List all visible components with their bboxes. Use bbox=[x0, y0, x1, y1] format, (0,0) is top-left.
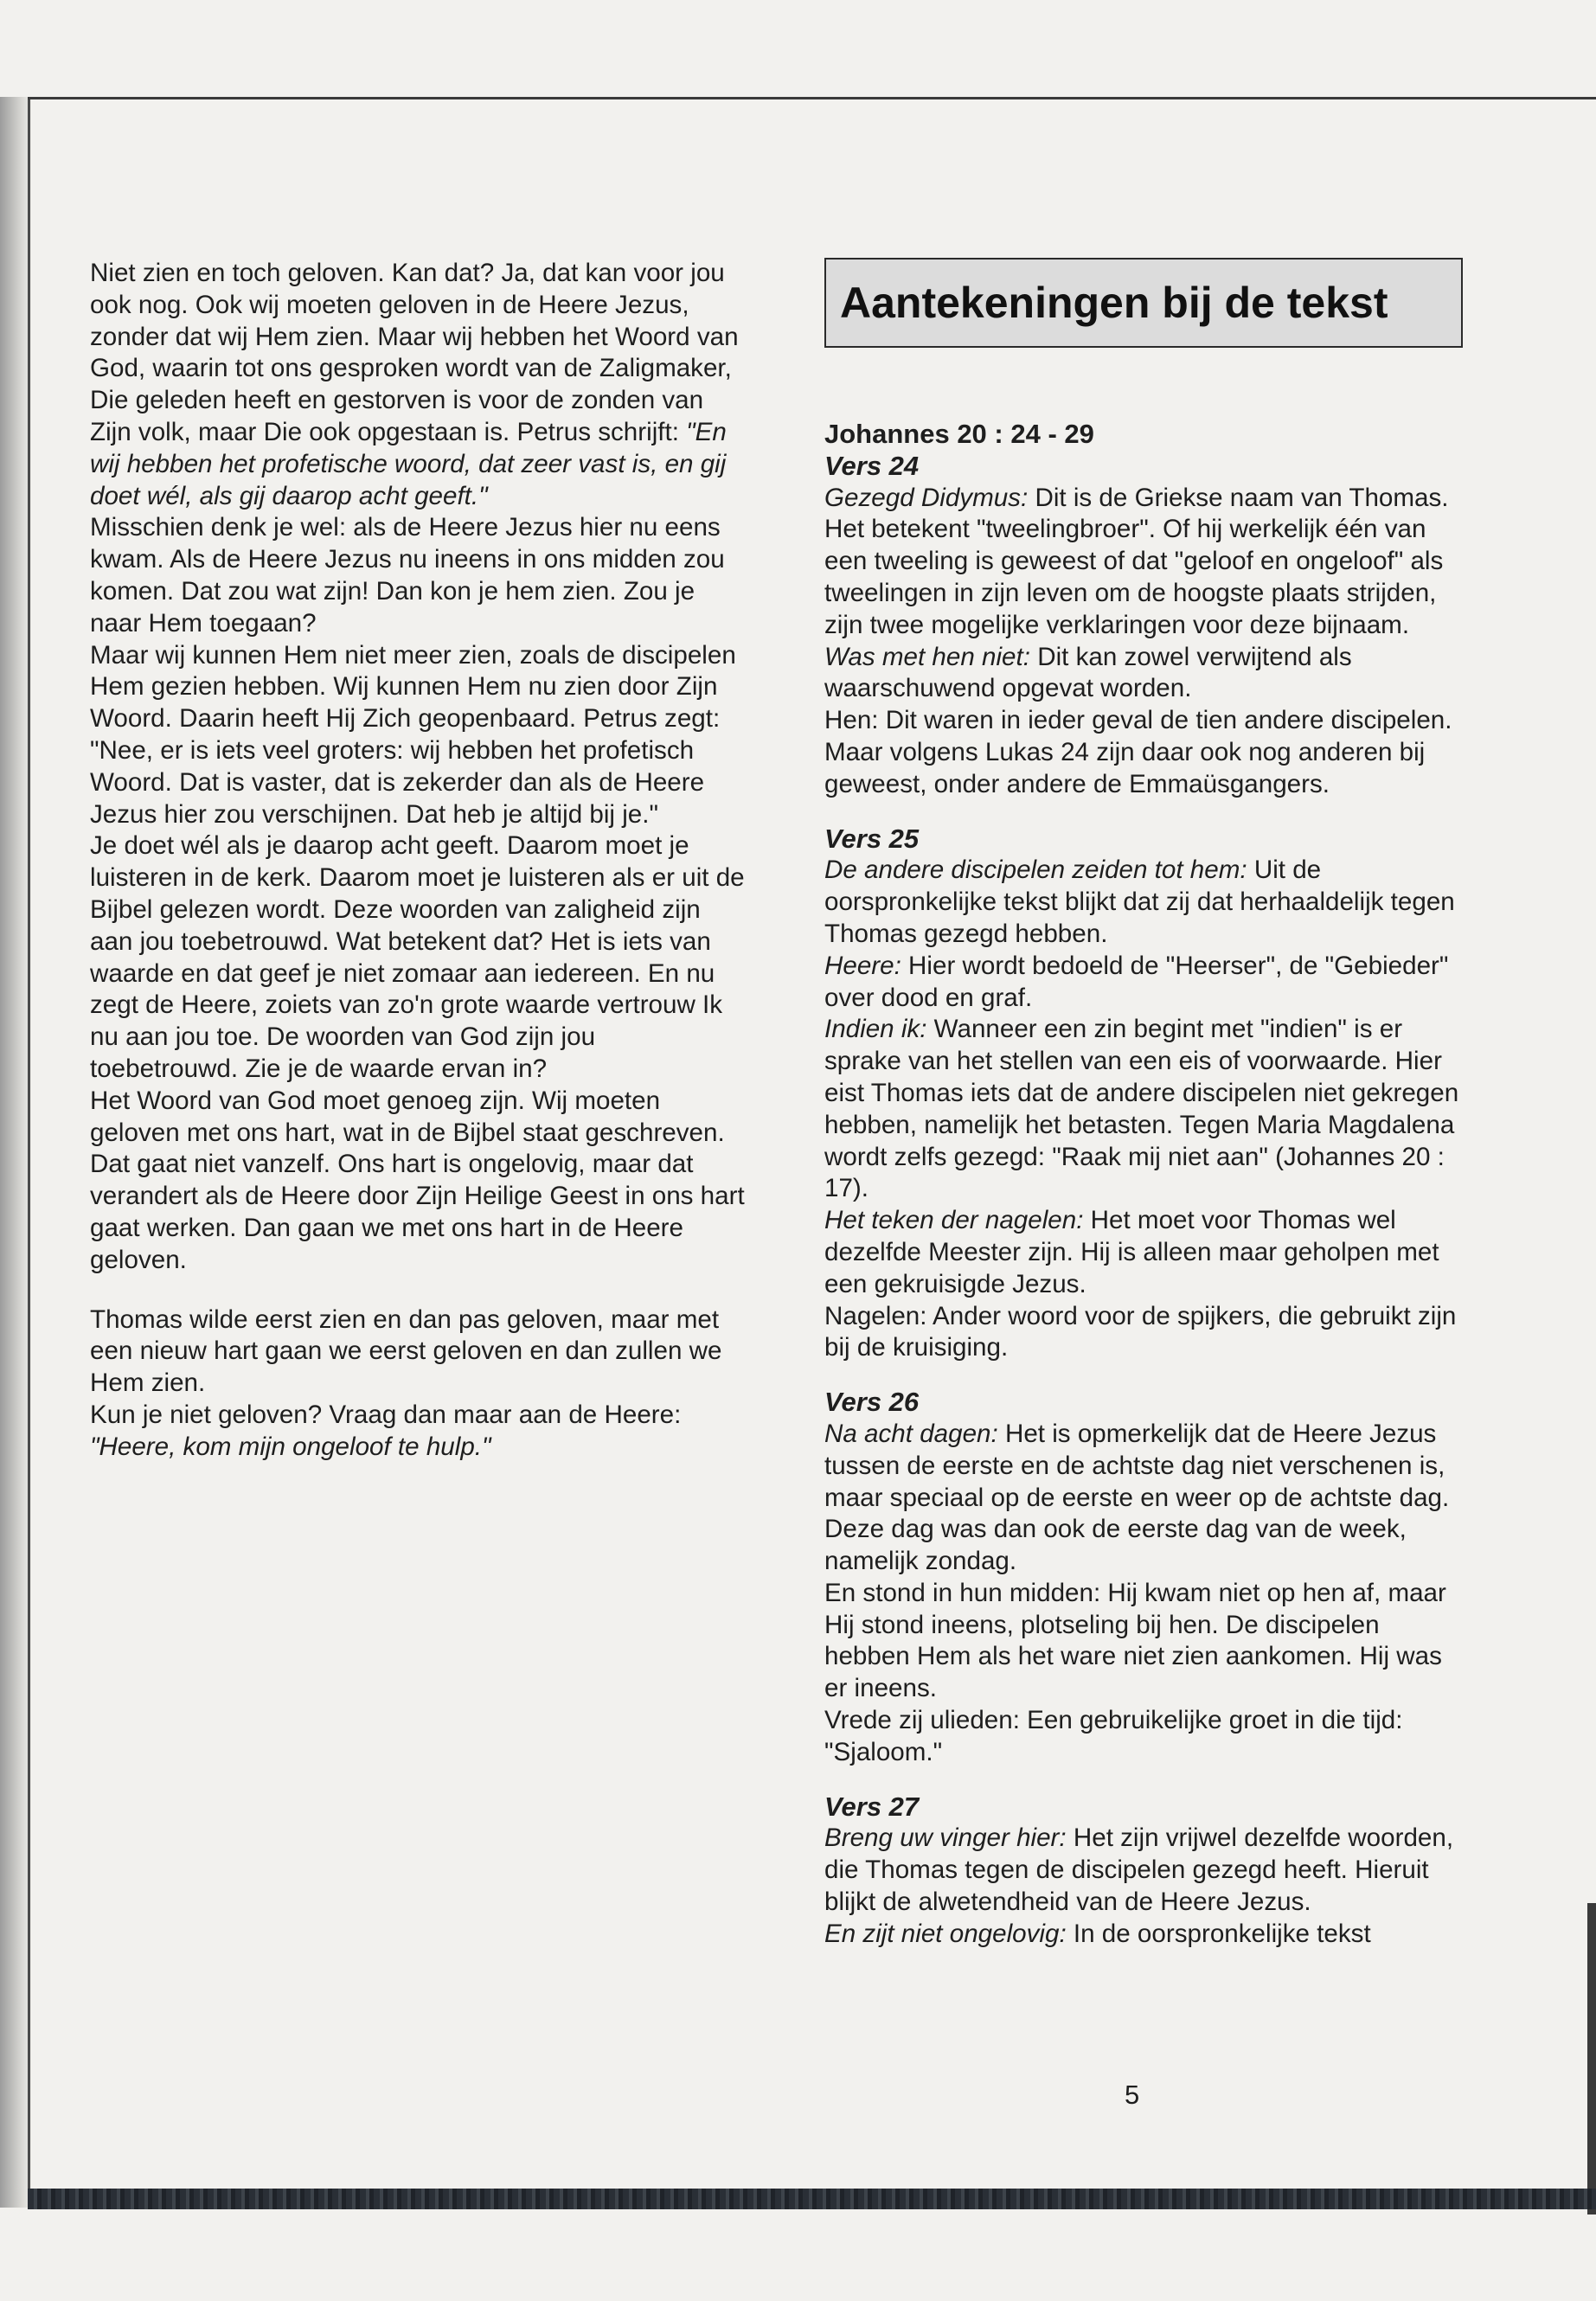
left-paragraph-3: Maar wij kunnen Hem niet meer zien, zoals de discipelen Hem gezien hebben. Wij kunnen Hem nu zien door Zijn Woord. Daarin heeft Hij Zich geopenbaard. Petrus zegt: "Nee, er is iets veel groters: wij hebben het profetisch Woord. Dat is vaster, dat is zekerder dan als de Heere Jezus hier zou verschijnen. Dat heb je altijd bij je." bbox=[90, 640, 736, 829]
left-paragraph-1: Niet zien en toch geloven. Kan dat? Ja, dat kan voor jou ook nog. Ook wij moeten geloven in de Heere Jezus, zonder dat wij Hem zien. Maar wij hebben het Woord van God, waarin tot ons gesproken wordt van de Zaligmaker, Die geleden heeft en gestorven is voor de zonden van Zijn volk, maar Die ook opgestaan is. Petrus schrijft: "En wij hebben het profetische woord, dat zeer vast is, en gij doet wél, als gij daarop acht geeft." bbox=[90, 259, 739, 510]
right-page-edge bbox=[1587, 1903, 1596, 2214]
vers-25-note-3: Indien ik: Wanneer een zin begint met "indien" is er sprake van het stellen van een eis of voorwaarde. Hier eist Thomas iets dat de andere discipelen niet gekregen hebben, namelijk het betasten. Tegen Maria Magdalena wordt zelfs gezegd: "Raak mij niet aan" (Johannes 20 : 17). bbox=[824, 1015, 1459, 1203]
vers-25-note-1: De andere discipelen zeiden tot hem: Uit de oorspronkelijke tekst blijkt dat zij dat herhaaldelijk tegen Thomas gezegd hebben. bbox=[824, 856, 1455, 948]
binding-gutter-shadow bbox=[0, 97, 31, 2208]
vers-27-note-1: Breng uw vinger hier: Het zijn vrijwel dezelfde woorden, die Thomas tegen de discipelen gezegd heeft. Hieruit blijkt de alwetendheid van de Heere Jezus. bbox=[824, 1823, 1454, 1917]
vers-27-label: Vers 27 bbox=[824, 1791, 920, 1822]
vers-25-label: Vers 25 bbox=[824, 823, 920, 854]
left-column bbox=[90, 258, 747, 1463]
right-column bbox=[824, 419, 1469, 1951]
vers-24-label: Vers 24 bbox=[824, 450, 920, 481]
binding-gutter-line bbox=[28, 97, 30, 2208]
notes-heading-box bbox=[824, 258, 1463, 348]
vers-26-note-1: Na acht dagen: Het is opmerkelijk dat de Heere Jezus tussen de eerste en de achtste dag niet verschenen is, maar speciaal op de eerste en weer op de achtste dag. Deze dag was dan ook de eerste dag van de week, namelijk zondag. bbox=[824, 1419, 1450, 1576]
vers-25-note-2: Heere: Hier wordt bedoeld de "Heerser", de "Gebieder" over dood en graf. bbox=[824, 951, 1449, 1012]
scripture-reference: Johannes 20 : 24 - 29 bbox=[824, 419, 1094, 449]
vers-24-note-1: Gezegd Didymus: Dit is de Griekse naam van Thomas. Het betekent "tweelingbroer". Of hij werkelijk één van een tweeling is geweest of dat "geloof en ongeloof" als tweelingen in zijn leven om de hoogste plaats strijden, zijn twee mogelijke verklaringen voor deze bijnaam. bbox=[824, 483, 1449, 639]
left-quote-petrus: "En wij hebben het profetische woord, dat zeer vast is, en gij doet wél, als gij daarop acht geeft." bbox=[90, 417, 727, 510]
vers-25-note-5: Nagelen: Ander woord voor de spijkers, die gebruikt zijn bij de kruisiging. bbox=[824, 1301, 1457, 1362]
left-quote-prayer: "Heere, kom mijn ongeloof te hulp." bbox=[90, 1432, 491, 1461]
vers-24-note-2: Was met hen niet: Dit kan zowel verwijtend als waarschuwend opgevat worden. bbox=[824, 642, 1352, 703]
vers-26-note-2: En stond in hun midden: Hij kwam niet op hen af, maar Hij stond ineens, plotseling bij hen. De discipelen hebben Hem als het ware niet zien aankomen. Hij was er ineens. bbox=[824, 1578, 1446, 1703]
vers-24-note-3: Hen: Dit waren in ieder geval de tien andere discipelen. Maar volgens Lukas 24 zijn daar ook nog anderen bij geweest, onder andere de Emmaüsgangers. bbox=[824, 706, 1452, 798]
left-paragraph-4: Je doet wél als je daarop acht geeft. Daarom moet je luisteren in de kerk. Daarom moet je luisteren als er uit de Bijbel gelezen wordt. Deze woorden van zaligheid zijn aan jou toebetrouwd. Wat betekent dat? Het is iets van waarde en dat geef je niet zomaar aan iedereen. En nu zegt de Heere, zoiets van zo'n grote waarde vertrouw Ik nu aan jou toe. De woorden van God zijn jou toebetrouwd. Zie je de waarde ervan in? bbox=[90, 831, 745, 1083]
notes-heading: Aantekeningen bij de tekst bbox=[840, 279, 1388, 327]
left-paragraph-2: Misschien denk je wel: als de Heere Jezus hier nu eens kwam. Als de Heere Jezus nu ineens in ons midden zou komen. Dat zou wat zijn! Dan kon je hem zien. Zou je naar Hem toegaan? bbox=[90, 513, 725, 638]
vers-25-note-4: Het teken der nagelen: Het moet voor Thomas wel dezelfde Meester zijn. Hij is alleen maar geholpen met een gekruisigde Jezus. bbox=[824, 1206, 1439, 1298]
left-paragraph-7: Kun je niet geloven? Vraag dan maar aan de Heere: "Heere, kom mijn ongeloof te hulp." bbox=[90, 1400, 682, 1461]
vers-26-note-3: Vrede zij ulieden: Een gebruikelijke groet in die tijd: "Sjaloom." bbox=[824, 1706, 1403, 1766]
vers-27-note-2: En zijt niet ongelovig: In de oorspronkelijke tekst bbox=[824, 1919, 1371, 1948]
left-paragraph-5: Het Woord van God moet genoeg zijn. Wij moeten geloven met ons hart, wat in de Bijbel staat geschreven. Dat gaat niet vanzelf. Ons hart is ongelovig, maar dat verandert als de Heere door Zijn Heilige Geest in ons hart gaat werken. Dan gaan we met ons hart in de Heere geloven. bbox=[90, 1086, 745, 1274]
bottom-scan-band bbox=[28, 2189, 1596, 2209]
vers-26-label: Vers 26 bbox=[824, 1387, 920, 1418]
page-number: 5 bbox=[1125, 2080, 1140, 2110]
left-paragraph-6: Thomas wilde eerst zien en dan pas geloven, maar met een nieuw hart gaan we eerst geloven en dan zullen we Hem zien. bbox=[90, 1304, 722, 1398]
top-rule bbox=[28, 97, 1596, 99]
